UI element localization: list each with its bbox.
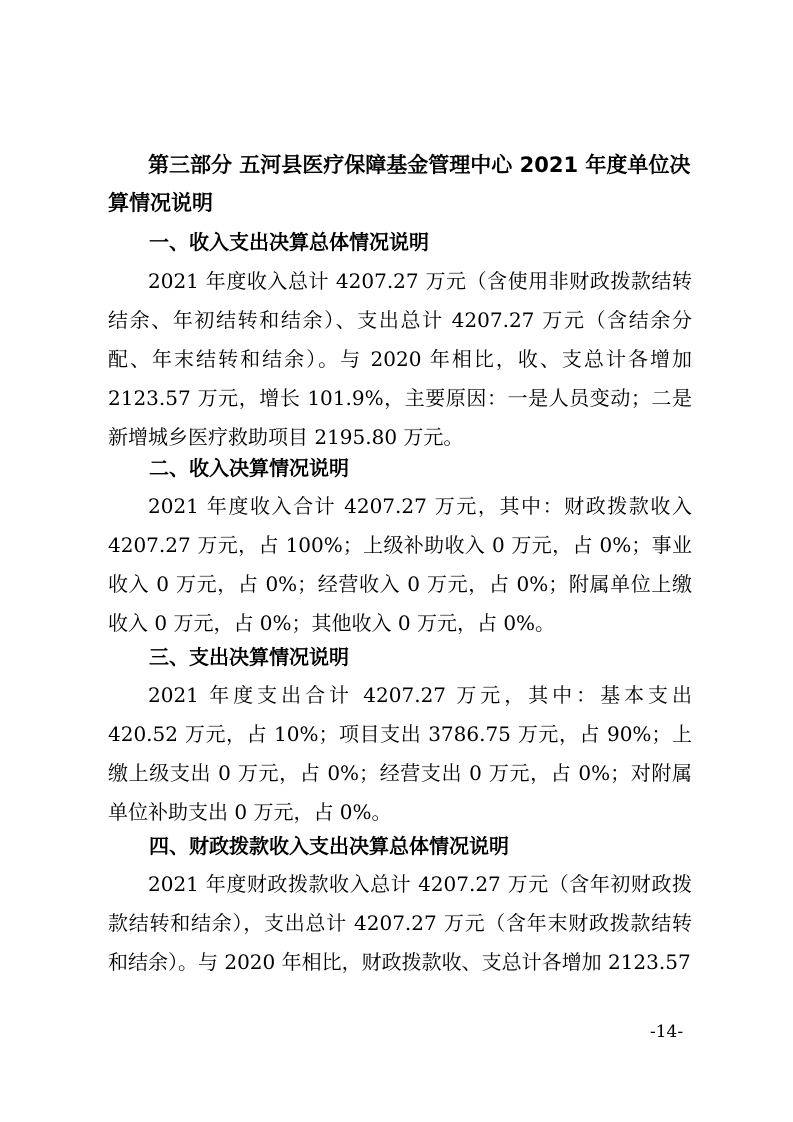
section-heading-income-expense-total: 一、收入支出决算总体情况说明 [149, 230, 429, 254]
section-heading-expense: 三、支出决算情况说明 [149, 645, 349, 669]
section-text-expense: 2021 年度支出合计 4207.27 万元，其中：基本支出 420.52 万元，占 10%；项目支出 3786.75 万元，占 90%；上缴上级支出 0 万元，占 0%；经营支出 0 万元，占 0%；对附属单位补助支出 0 万元，占 0%。 [108, 683, 692, 824]
section-text-income-expense-total: 2021 年度收入总计 4207.27 万元（含使用非财政拨款结转结余、年初结转和结余）、支出总计 4207.27 万元（含结余分配、年末结转和结余）。与 2020 年相比，收、支总计各增加 2123.57 万元，增长 101.9%，主要原因：一是人员变动；二是新增城乡医疗救助项目 2195.80 万元。 [108, 269, 692, 449]
section-heading-fiscal-appropriation: 四、财政拨款收入支出决算总体情况说明 [149, 834, 509, 858]
section-heading-income: 二、收入决算情况说明 [149, 456, 349, 480]
page-number: -14- [650, 1022, 684, 1042]
document-title: 第三部分 五河县医疗保障基金管理中心 2021 年度单位决算情况说明 [108, 153, 691, 215]
section-text-income: 2021 年度收入合计 4207.27 万元，其中：财政拨款收入 4207.27 万元，占 100%；上级补助收入 0 万元，占 0%；事业收入 0 万元，占 0%；经营收入 0 万元，占 0%；附属单位上缴收入 0 万元，占 0%；其他收入 0 万元，占 0%。 [108, 494, 692, 635]
section-text-fiscal-appropriation: 2021 年度财政拨款收入总计 4207.27 万元（含年初财政拨款结转和结余），支出总计 4207.27 万元（含年末财政拨款结转和结余）。与 2020 年相比，财政拨款收、支总计各增加 2123.57 [108, 872, 692, 974]
